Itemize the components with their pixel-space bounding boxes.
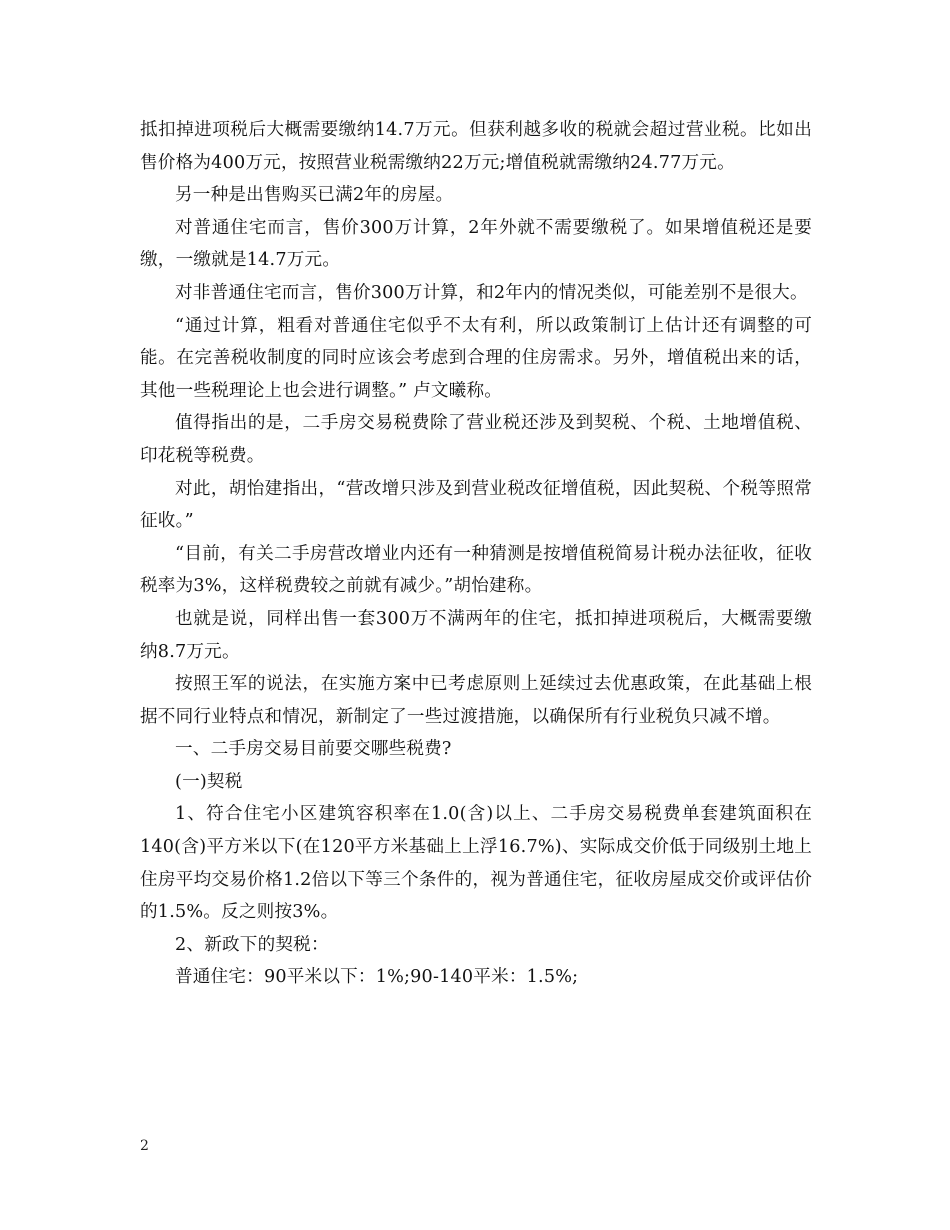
paragraph: 抵扣掉进项税后大概需要缴纳14.7万元。但获利越多收的税就会超过营业税。比如出售价格为400万元，按照营业税需缴纳22万元;增值税就需缴纳24.77万元。 (140, 120, 812, 173)
subsection-heading: (一)契税 (175, 771, 243, 792)
paragraph: 对此，胡怡建指出，“营改增只涉及到营业税改征增值税，因此契税、个税等照常征收。” (140, 478, 812, 532)
paragraph: “通过计算，粗看对普通住宅似乎不太有利，所以政策制订上估计还有调整的可能。在完善税收制度的同时应该会考虑到合理的住房需求。另外，增值税出来的话，其他一些税理论上也会进行调整。” 卢文曦称。 (140, 315, 812, 401)
paragraph: 另一种是出售购买已满2年的房屋。 (175, 185, 454, 206)
paragraph: 普通住宅：90平米以下：1%;90-140平米：1.5%; (175, 967, 579, 988)
paragraph: “目前，有关二手房营改增业内还有一种猜测是按增值税简易计税办法征收，征收税率为3%，这样税费较之前就有减少。”胡怡建称。 (140, 543, 812, 597)
section-heading: 一、二手房交易目前要交哪些税费? (175, 739, 452, 760)
paragraph: 也就是说，同样出售一套300万不满两年的住宅，抵扣掉进项税后，大概需要缴纳8.7万元。 (140, 608, 812, 662)
paragraph: 对普通住宅而言，售价300万计算，2年外就不需要缴税了。如果增值税还是要缴，一缴就是14.7万元。 (140, 217, 812, 271)
paragraph: 对非普通住宅而言，售价300万计算，和2年内的情况类似，可能差别不是很大。 (175, 282, 808, 303)
paragraph: 1、符合住宅小区建筑容积率在1.0(含)以上、二手房交易税费单套建筑面积在140(含)平方米以下(在120平方米基础上上浮16.7%)、实际成交价低于同级别土地上住房平均交易价格1.2倍以下等三个条件的，视为普通住宅，征收房屋成交价或评估价的1.5%。反之则按3%。 (140, 804, 812, 923)
page-number: 2 (140, 1138, 149, 1154)
paragraph: 按照王军的说法，在实施方案中已考虑原则上延续过去优惠政策，在此基础上根据不同行业特点和情况，新制定了一些过渡措施，以确保所有行业税负只减不增。 (140, 674, 812, 727)
document-body (140, 114, 812, 994)
paragraph: 值得指出的是，二手房交易税费除了营业税还涉及到契税、个税、土地增值税、印花税等税费。 (140, 413, 812, 466)
paragraph: 2、新政下的契税： (175, 934, 329, 955)
